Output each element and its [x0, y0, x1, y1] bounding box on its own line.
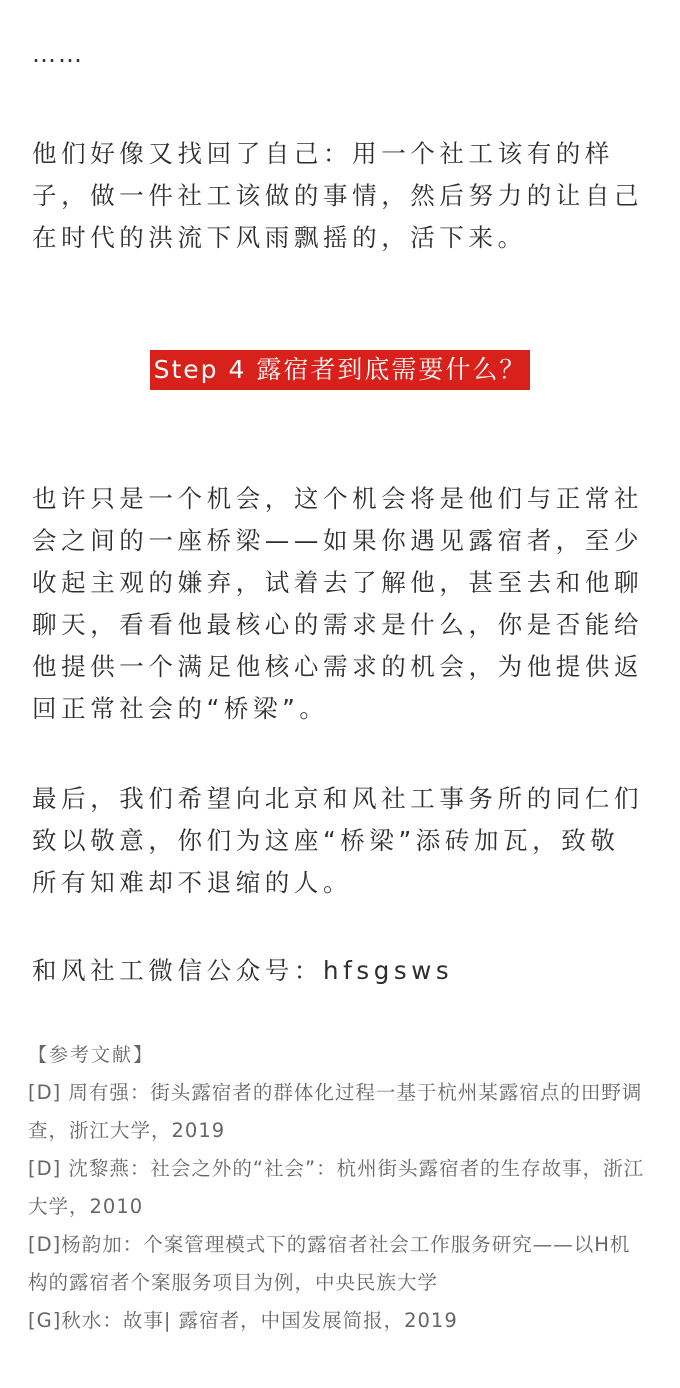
paragraph-tribute: 最后，我们希望向北京和风社工事务所的同仁们致以敬意，你们为这座“桥梁”添砖加瓦，致敬所有知难却不退缩的人。 — [32, 784, 644, 897]
paragraph-found-themselves: 他们好像又找回了自己：用一个社工该有的样子，做一件社工该做的事情，然后努力的让自己在时代的洪流下风雨飘摇的，活下来。 — [32, 139, 644, 252]
reference-item: [D] 周有强：街头露宿者的群体化过程一基于杭州某露宿点的田野调查，浙江大学，2019 — [28, 1081, 643, 1142]
step-4-heading: Step 4 露宿者到底需要什么？ — [150, 350, 531, 390]
reference-item: [D] 沈黎燕：社会之外的“社会”：杭州街头露宿者的生存故事，浙江大学，2010 — [28, 1157, 645, 1218]
ellipsis-text: …… — [32, 40, 84, 68]
references-title: 【参考文献】 — [28, 1044, 155, 1066]
step-heading-wrapper — [0, 350, 680, 390]
reference-item: [D]杨韵加：个案管理模式下的露宿者社会工作服务研究——以H机构的露宿者个案服务项目为例，中央民族大学 — [28, 1233, 631, 1294]
wechat-account-line: 和风社工微信公众号：hfsgsws — [32, 956, 454, 985]
paragraph-opportunity-bridge: 也许只是一个机会，这个机会将是他们与正常社会之间的一座桥梁——如果你遇见露宿者，至少收起主观的嫌弃，试着去了解他，甚至去和他聊聊天，看看他最核心的需求是什么，你是否能给他提供一个满足他核心需求的机会，为他提供返回正常社会的“桥梁”。 — [32, 484, 644, 723]
reference-item: [G]秋水：故事| 露宿者，中国发展简报，2019 — [28, 1309, 458, 1332]
references-list — [28, 1074, 648, 1340]
